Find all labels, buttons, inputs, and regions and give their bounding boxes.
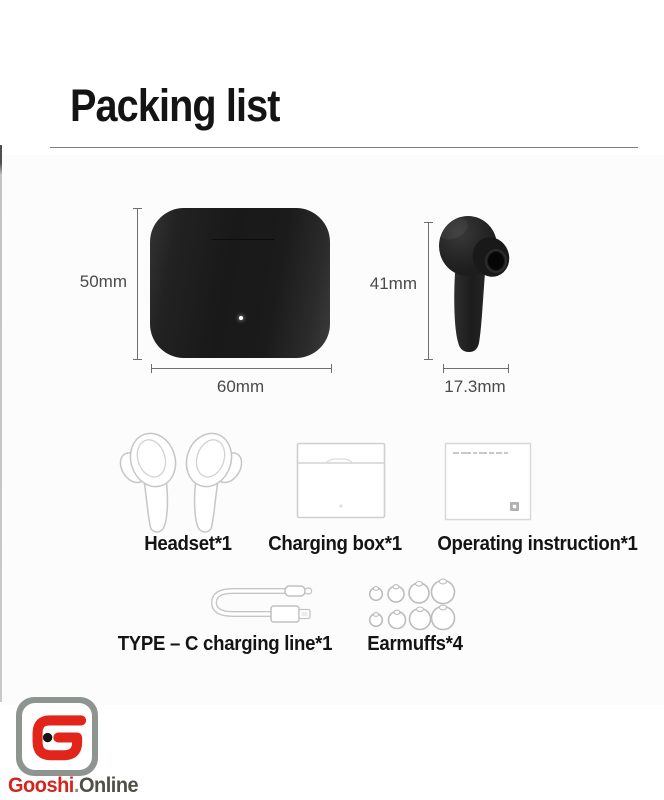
headset-illustration (112, 428, 250, 533)
box-height-dim-line (133, 208, 142, 360)
operating-instruction-illustration (444, 442, 532, 521)
title-divider (50, 147, 638, 148)
charging-box-lid-seam (212, 239, 274, 240)
box-led-outline-dot (339, 504, 342, 507)
usb-a-connector (271, 606, 299, 622)
gooshi-g-dot (43, 733, 52, 742)
label-operating-instruction: Operating instruction*1 (437, 533, 638, 555)
page-title: Packing list (70, 80, 280, 131)
type-c-cable-illustration (205, 580, 317, 632)
earbud-tip-hole (488, 252, 504, 270)
label-charging-box: Charging box*1 (268, 533, 402, 555)
earbud-height-dim-line (424, 222, 433, 360)
wordmark-brand: Gooshi (8, 774, 74, 797)
gooshi-g-icon (22, 703, 92, 770)
earbud-width-label: 17.3mm (444, 377, 506, 396)
charging-box-illustration (296, 442, 386, 519)
earbud-width-dim-line (443, 364, 509, 373)
left-edge-artifact-line (0, 145, 2, 702)
usb-c-connector (285, 586, 305, 596)
earmuffs-illustration (363, 578, 461, 634)
gooshi-wordmark (8, 774, 138, 798)
earbud-photo (426, 212, 521, 362)
wordmark-separator: . (73, 774, 79, 797)
box-width-dim-line (151, 364, 332, 373)
gooshi-logo-inner (22, 703, 92, 770)
earbud-height-label: 41mm (369, 274, 417, 293)
label-headset: Headset*1 (144, 533, 232, 555)
photo-background-band (2, 155, 664, 705)
right-earbud-outline (180, 428, 247, 532)
usb-c-plug-tip (305, 588, 312, 594)
instruction-logo-inner (513, 505, 516, 508)
gooshi-logo (16, 697, 98, 776)
label-type-c-cable: TYPE – C charging line*1 (117, 633, 333, 655)
label-earmuffs: Earmuffs*4 (367, 633, 463, 655)
left-earbud-outline (115, 428, 182, 532)
box-height-label: 50mm (79, 272, 127, 291)
box-width-label: 60mm (216, 377, 265, 396)
wordmark-domain: Online (78, 774, 139, 797)
charging-box-led-dot (239, 316, 243, 320)
charging-box-photo (150, 208, 330, 358)
usb-a-tongue (302, 612, 308, 616)
